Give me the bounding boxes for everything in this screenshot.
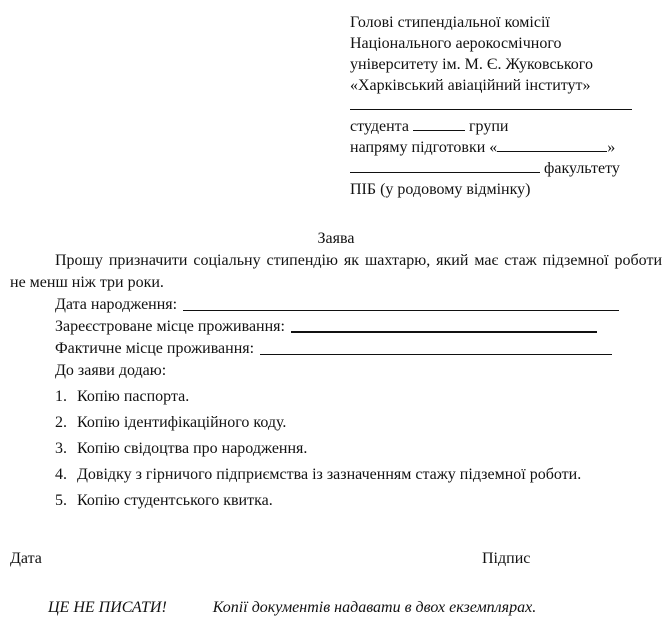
actual-address-field	[55, 338, 662, 360]
footer-copies-note: Копії документів надавати в двох екземплярах.	[212, 599, 537, 616]
group-blank	[413, 116, 465, 131]
student-group-line	[350, 116, 660, 137]
student-label: студента	[350, 118, 409, 135]
addressee-line-3: університету ім. М. Є. Жуковського	[350, 56, 593, 73]
list-item-text: Копію паспорта.	[77, 388, 190, 405]
document-body	[10, 250, 662, 512]
list-item-text: Довідку з гірничого підприємства із зазначенням стажу підземної роботи.	[77, 466, 582, 483]
addressee-line-1: Голові стипендіальної комісії	[350, 14, 550, 31]
list-item-number: 1.	[55, 388, 67, 405]
signature-label: Підпис	[482, 550, 531, 567]
birth-date-label: Дата народження:	[55, 296, 178, 313]
list-item	[55, 438, 662, 460]
request-paragraph: Прошу призначити соціальну стипендію як шахтарю, який має стаж підземної роботи не менш ніж три роки.	[10, 252, 662, 291]
list-item-number: 3.	[55, 440, 67, 457]
faculty-label: факультету	[544, 160, 620, 177]
footer-warning: ЦЕ НЕ ПИСАТИ!	[48, 599, 167, 616]
actual-address-blank	[260, 340, 612, 355]
name-blank-line	[350, 99, 632, 110]
list-item-number: 2.	[55, 414, 67, 431]
list-item-text: Копію ідентифікаційного коду.	[77, 414, 287, 431]
registered-address-field	[55, 316, 662, 338]
date-label: Дата	[10, 550, 42, 567]
attachments-title: До заяви додаю:	[55, 362, 167, 379]
list-item-text: Копію свідоцтва про народження.	[77, 440, 308, 457]
group-label: групи	[468, 118, 509, 135]
list-item-number: 4.	[55, 466, 67, 483]
registered-address-label: Зареєстроване місце проживання:	[55, 318, 285, 335]
direction-line	[350, 137, 660, 158]
birth-date-field	[55, 294, 662, 316]
list-item	[55, 386, 662, 408]
addressee-line-2: Національного аерокосмічного	[350, 35, 562, 52]
pib-line: ПІБ (у родовому відмінку)	[350, 181, 531, 198]
registered-address-blank	[291, 317, 597, 333]
addressee-line-4: «Харківський авіаційний інститут»	[350, 77, 591, 94]
list-item	[55, 412, 662, 434]
direction-close: »	[607, 139, 616, 156]
actual-address-label: Фактичне місце проживання:	[55, 340, 255, 357]
faculty-line	[350, 158, 660, 179]
birth-date-blank	[183, 296, 619, 311]
document-title: Заява	[317, 230, 355, 247]
addressee-block	[350, 12, 660, 200]
direction-label: напряму підготовки «	[350, 139, 498, 156]
list-item	[55, 490, 662, 512]
list-item-text: Копію студентського квитка.	[77, 492, 273, 509]
direction-blank	[497, 137, 607, 152]
footer-note	[48, 599, 536, 617]
faculty-blank	[350, 158, 540, 173]
list-item	[10, 464, 662, 486]
list-item-number: 5.	[55, 492, 67, 509]
